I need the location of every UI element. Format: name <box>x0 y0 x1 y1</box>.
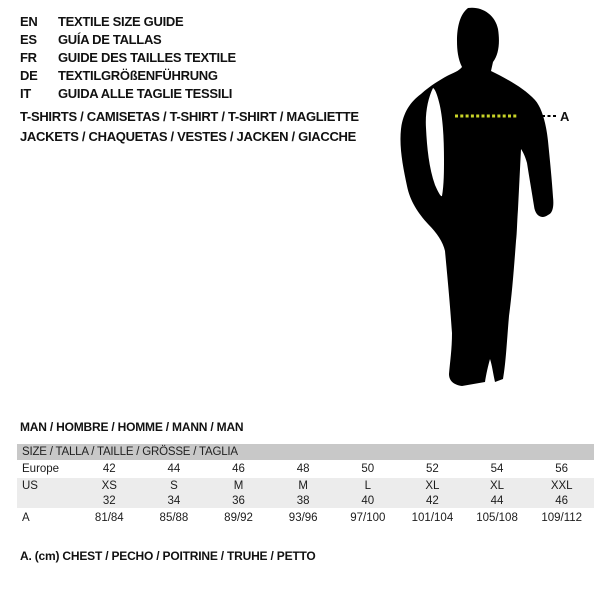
size-cell: 34 <box>167 494 181 507</box>
size-cell: XL <box>425 479 440 492</box>
size-cell: M <box>233 479 244 492</box>
size-cell: 42 <box>426 494 439 507</box>
size-table-header: SIZE / TALLA / TAILLE / GRÖSSE / TAGLIA <box>17 444 594 460</box>
size-cell: 81/84 <box>94 512 124 524</box>
size-cell: S <box>170 479 178 492</box>
size-table-body <box>17 460 594 528</box>
language-code: IT <box>20 85 31 101</box>
size-cell: 46 <box>232 463 245 475</box>
language-row <box>20 48 236 66</box>
size-cell: 44 <box>167 463 181 475</box>
category-line: JACKETS / CHAQUETAS / VESTES / JACKEN / GIACCHE <box>20 128 356 144</box>
size-cell: 54 <box>490 463 504 475</box>
size-cell: 85/88 <box>159 512 189 524</box>
size-cell: 50 <box>361 463 375 475</box>
language-label: TEXTILE SIZE GUIDE <box>58 13 184 29</box>
size-cell: 38 <box>296 494 310 507</box>
row-label: Europe <box>22 463 60 475</box>
section-title: MAN / HOMBRE / HOMME / MANN / MAN <box>20 420 244 434</box>
size-table-row <box>17 508 594 528</box>
language-label: GUIDA ALLE TAGLIE TESSILI <box>58 85 233 101</box>
language-code: EN <box>20 13 38 29</box>
language-label: GUÍA DE TALLAS <box>58 31 162 47</box>
language-row <box>20 30 236 48</box>
size-cell: 44 <box>490 494 504 507</box>
man-silhouette-figure <box>395 5 580 395</box>
size-table-row <box>17 478 594 493</box>
size-cell: 46 <box>555 494 569 507</box>
size-cell: 40 <box>361 494 375 507</box>
size-cell: 109/112 <box>541 512 583 524</box>
man-silhouette <box>395 5 580 395</box>
category-line: T-SHIRTS / CAMISETAS / T-SHIRT / T-SHIRT / MAGLIETTE <box>20 109 359 124</box>
measure-footnote: A. (cm) CHEST / PECHO / POITRINE / TRUHE / PETTO <box>20 549 316 563</box>
category-titles <box>20 107 359 146</box>
row-label: A <box>22 512 30 524</box>
language-list <box>20 12 236 102</box>
size-table-row <box>17 460 594 478</box>
size-cell: XXL <box>550 479 573 492</box>
size-cell: 32 <box>102 494 116 507</box>
man-silhouette-shape <box>400 8 553 386</box>
language-row <box>20 84 236 102</box>
size-cell: 48 <box>296 463 310 475</box>
size-cell: 89/92 <box>224 512 253 524</box>
size-cell: XL <box>490 479 505 492</box>
size-cell: 42 <box>102 463 116 475</box>
size-cell: 36 <box>232 494 245 507</box>
size-table-row <box>17 493 594 508</box>
size-cell: M <box>298 479 308 492</box>
size-cell: 97/100 <box>350 512 386 524</box>
size-cell: 93/96 <box>288 512 318 524</box>
language-code: DE <box>20 67 38 83</box>
size-cell: XS <box>101 479 117 492</box>
size-cell: 105/108 <box>476 512 518 524</box>
language-row <box>20 66 236 84</box>
language-label: GUIDE DES TAILLES TEXTILE <box>58 49 236 65</box>
language-code: FR <box>20 49 37 65</box>
row-label: US <box>22 479 38 492</box>
measure-label-a: A <box>560 109 570 124</box>
size-cell: L <box>364 479 372 492</box>
size-cell: 101/104 <box>411 512 454 524</box>
language-code: ES <box>20 31 37 47</box>
language-row <box>20 12 236 30</box>
size-cell: 52 <box>426 463 439 475</box>
size-table <box>17 444 594 528</box>
language-label: TEXTILGRÖßENFÜHRUNG <box>58 67 218 83</box>
size-cell: 56 <box>555 463 569 475</box>
